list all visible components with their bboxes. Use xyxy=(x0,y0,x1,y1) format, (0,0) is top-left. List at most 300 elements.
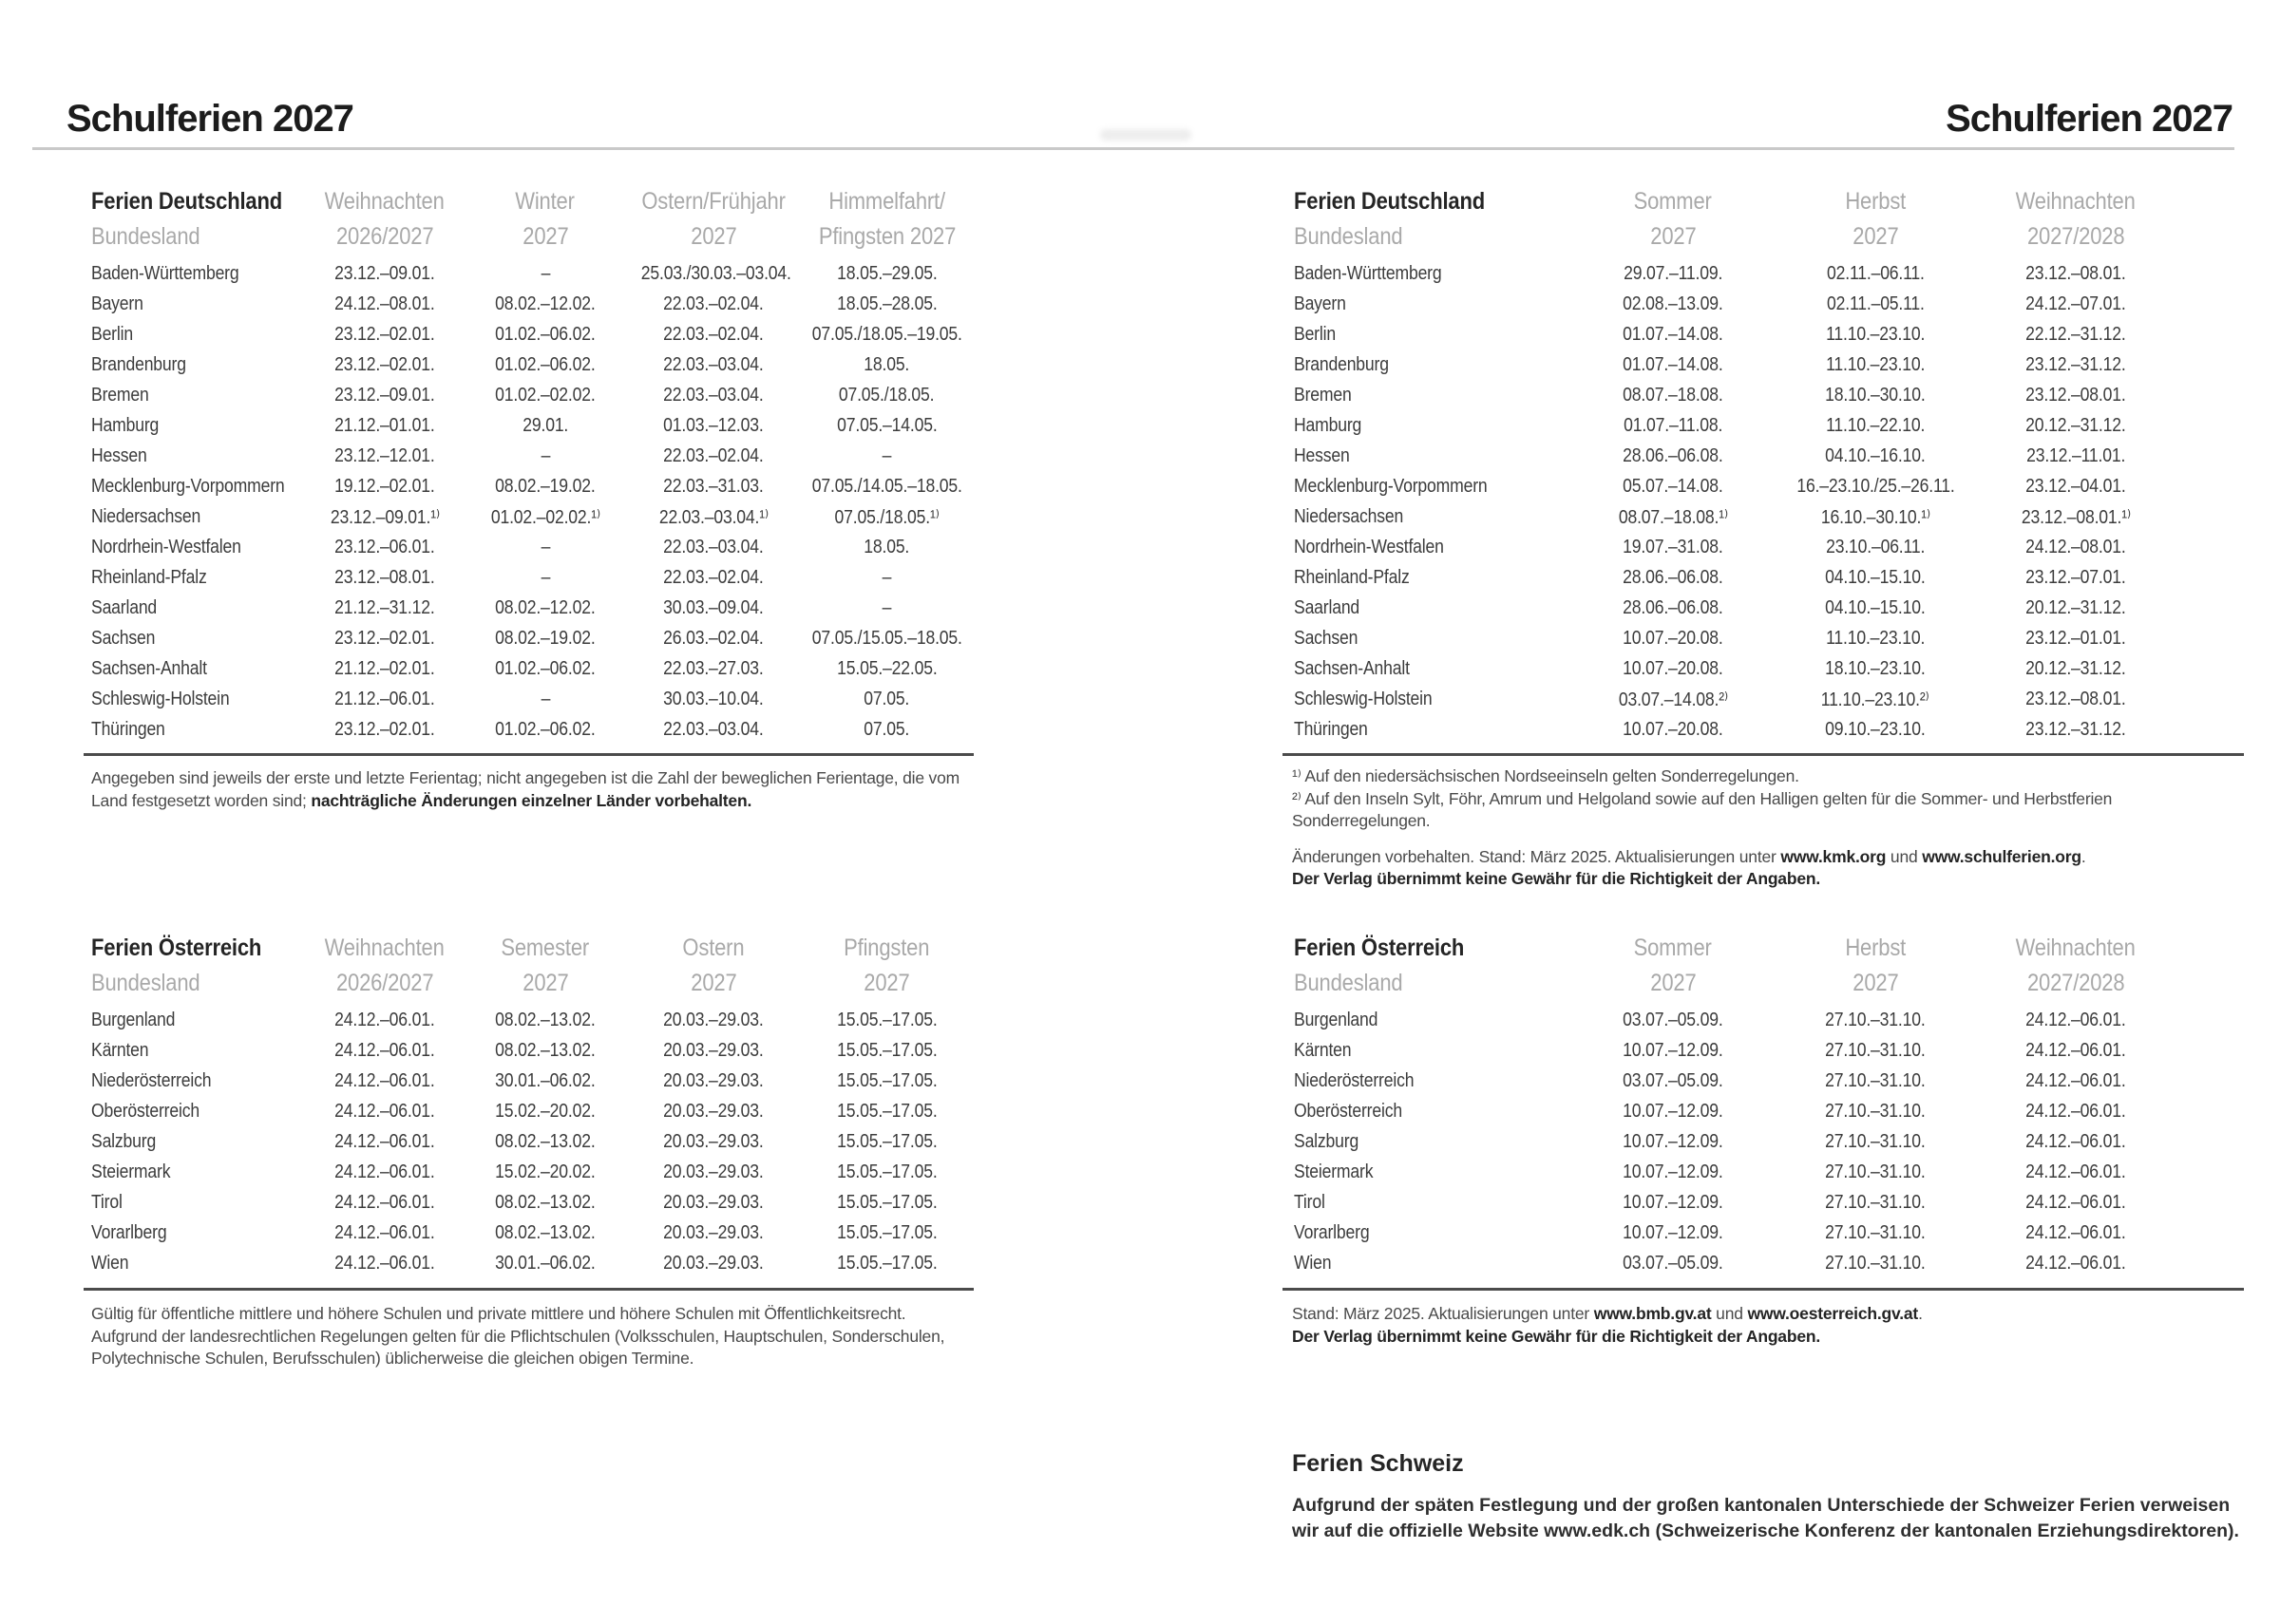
table-row xyxy=(1294,410,2177,441)
table-row xyxy=(91,289,978,319)
header-row xyxy=(1294,931,2177,1005)
date-range: 11.10.–23.10. xyxy=(1825,323,1926,345)
date-range: 11.10.–22.10. xyxy=(1825,414,1926,436)
date-range: – xyxy=(882,444,892,466)
date-range: 23.12.–02.01. xyxy=(334,323,435,345)
date-range: 02.11.–06.11. xyxy=(1826,262,1925,284)
state-name: Hessen xyxy=(91,444,147,466)
column-header: Pfingsten 2027 xyxy=(844,935,930,996)
table-row xyxy=(91,380,978,410)
date-range: 24.12.–06.01. xyxy=(2025,1130,2126,1152)
date-range: 15.05.–17.05. xyxy=(836,1161,938,1182)
scan-artifact xyxy=(1100,129,1191,141)
date-range: 15.05.–17.05. xyxy=(836,1039,938,1061)
date-range: 03.07.–05.09. xyxy=(1623,1069,1723,1091)
date-range: 07.05./18.05.¹⁾ xyxy=(834,506,940,528)
date-range: 27.10.–31.10. xyxy=(1825,1161,1926,1182)
date-range: 01.07.–14.08. xyxy=(1623,323,1723,345)
date-range: 18.10.–23.10. xyxy=(1825,657,1926,679)
date-range: 08.07.–18.08. xyxy=(1623,384,1723,406)
table-divider xyxy=(84,1288,974,1291)
table-row xyxy=(91,684,978,714)
table-row xyxy=(91,319,978,349)
date-range: 15.02.–20.02. xyxy=(495,1161,596,1182)
date-range: 23.12.–02.01. xyxy=(334,353,435,375)
table-subtitle: Bundesland xyxy=(1294,223,1403,250)
table-subtitle: Bundesland xyxy=(91,223,200,250)
table-title-cell xyxy=(1294,184,1569,258)
bold-text: www.bmb.gv.at xyxy=(1593,1304,1712,1323)
holiday-table xyxy=(1294,931,2177,1278)
table-row xyxy=(1294,532,2177,562)
table-row xyxy=(91,623,978,653)
bold-text: www.oesterreich.gv.at xyxy=(1747,1304,1919,1323)
date-range: 30.01.–06.02. xyxy=(495,1252,596,1274)
date-range: 23.12.–31.12. xyxy=(2025,718,2126,740)
text: ¹⁾ Auf den niedersächsischen Nordseeinseln gelten Sonderregelungen. xyxy=(1292,766,1799,785)
section-text xyxy=(1292,1493,2253,1544)
date-range: 24.12.–06.01. xyxy=(2025,1100,2126,1122)
date-range: 22.03.–27.03. xyxy=(663,657,764,679)
table-title: Ferien Österreich xyxy=(91,935,262,961)
bold-text: Der Verlag übernimmt keine Gewähr für die Richtigkeit der Angaben. xyxy=(1292,1326,1821,1346)
table-row xyxy=(91,258,978,289)
state-name: Hamburg xyxy=(1294,414,1362,436)
date-range: 23.12.–08.01. xyxy=(2025,384,2126,406)
state-name: Vorarlberg xyxy=(91,1221,167,1243)
date-range: 24.12.–06.01. xyxy=(2025,1039,2126,1061)
text: und xyxy=(1711,1304,1748,1323)
state-name: Niedersachsen xyxy=(1294,505,1404,527)
date-range: 07.05. xyxy=(864,688,910,709)
date-range: 15.05.–22.05. xyxy=(836,657,938,679)
state-name: Wien xyxy=(91,1252,129,1274)
header-row xyxy=(1294,184,2177,258)
date-range: 08.02.–19.02. xyxy=(495,475,596,497)
state-name: Steiermark xyxy=(91,1161,171,1182)
state-name: Burgenland xyxy=(1294,1009,1378,1030)
date-range: 04.10.–16.10. xyxy=(1825,444,1926,466)
date-range: 23.12.–08.01.¹⁾ xyxy=(2021,506,2131,528)
date-range: 24.12.–06.01. xyxy=(334,1009,435,1030)
state-name: Schleswig-Holstein xyxy=(91,688,230,709)
column-header: Weihnachten 2027/2028 xyxy=(2015,935,2137,996)
date-range: 11.10.–23.10.²⁾ xyxy=(1821,689,1929,710)
text: Änderungen vorbehalten. Stand: März 2025. Aktualisierungen unter xyxy=(1292,846,1781,866)
table-row xyxy=(91,441,978,471)
text: Stand: März 2025. Aktualisierungen unter xyxy=(1292,1304,1594,1323)
date-range: 02.08.–13.09. xyxy=(1623,293,1723,314)
state-name: Saarland xyxy=(91,596,158,618)
date-range: 18.10.–30.10. xyxy=(1825,384,1926,406)
date-range: 27.10.–31.10. xyxy=(1825,1191,1926,1213)
state-name: Oberösterreich xyxy=(1294,1100,1402,1122)
table-title-cell xyxy=(1294,931,1569,1005)
date-range: 01.02.–06.02. xyxy=(495,353,596,375)
date-range: 18.05.–28.05. xyxy=(836,293,938,314)
date-range: 23.12.–09.01. xyxy=(334,384,435,406)
state-name: Oberösterreich xyxy=(91,1100,200,1122)
date-range: 30.03.–09.04. xyxy=(663,596,764,618)
date-range: 30.01.–06.02. xyxy=(495,1069,596,1091)
table-row xyxy=(1294,653,2177,684)
date-range: 07.05./14.05.–18.05. xyxy=(811,475,962,497)
table-divider xyxy=(84,753,974,756)
date-range: 23.12.–08.01. xyxy=(2025,688,2126,709)
date-range: 16.–23.10./25.–26.11. xyxy=(1796,475,1955,497)
date-range: 03.07.–05.09. xyxy=(1623,1252,1723,1274)
table-row xyxy=(91,562,978,593)
state-name: Berlin xyxy=(91,323,133,345)
table-row xyxy=(1294,289,2177,319)
date-range: 27.10.–31.10. xyxy=(1825,1009,1926,1030)
date-range: 01.02.–02.02.¹⁾ xyxy=(490,506,600,528)
holiday-table xyxy=(1294,184,2177,745)
date-range: 27.10.–31.10. xyxy=(1825,1221,1926,1243)
date-range: 21.12.–02.01. xyxy=(334,657,435,679)
table-row xyxy=(91,1035,978,1066)
date-range: 03.07.–14.08.²⁾ xyxy=(1618,689,1728,710)
bold-text: nachträgliche Änderungen einzelner Länder vorbehalten. xyxy=(311,790,752,810)
date-range: 08.07.–18.08.¹⁾ xyxy=(1618,506,1728,528)
date-range: 23.12.–06.01. xyxy=(334,536,435,557)
table-row xyxy=(91,1187,978,1218)
date-range: – xyxy=(882,566,892,588)
date-range: 21.12.–06.01. xyxy=(334,688,435,709)
state-name: Burgenland xyxy=(91,1009,176,1030)
date-range: 25.03./30.03.–03.04. xyxy=(640,262,791,284)
state-name: Sachsen xyxy=(1294,627,1358,649)
state-name: Tirol xyxy=(1294,1191,1325,1213)
date-range: 10.07.–20.08. xyxy=(1623,718,1723,740)
table-row xyxy=(91,349,978,380)
date-range: 01.07.–14.08. xyxy=(1623,353,1723,375)
column-header: Weihnachten 2026/2027 xyxy=(324,935,446,996)
date-range: 10.07.–12.09. xyxy=(1623,1039,1723,1061)
table-row xyxy=(1294,1187,2177,1218)
state-name: Schleswig-Holstein xyxy=(1294,688,1433,709)
date-range: 22.03.–02.04. xyxy=(663,293,764,314)
date-range: 22.03.–03.04. xyxy=(663,353,764,375)
date-range: 24.12.–06.01. xyxy=(2025,1161,2126,1182)
state-name: Bayern xyxy=(91,293,143,314)
table-row xyxy=(1294,501,2177,532)
austria-footnote-left xyxy=(91,1303,977,1370)
date-range: 24.12.–06.01. xyxy=(334,1191,435,1213)
date-range: 15.02.–20.02. xyxy=(495,1100,596,1122)
table-row xyxy=(91,1248,978,1278)
state-name: Niederösterreich xyxy=(1294,1069,1415,1091)
date-range: 24.12.–06.01. xyxy=(334,1161,435,1182)
date-range: 10.07.–20.08. xyxy=(1623,627,1723,649)
table-row xyxy=(91,714,978,745)
table-title-cell xyxy=(91,184,310,258)
table-row xyxy=(91,593,978,623)
column-header: Winter 2027 xyxy=(515,188,576,250)
date-range: 22.03.–02.04. xyxy=(663,566,764,588)
date-range: 27.10.–31.10. xyxy=(1825,1100,1926,1122)
state-name: Brandenburg xyxy=(91,353,186,375)
footnote-text xyxy=(91,1303,977,1326)
date-range: 09.10.–23.10. xyxy=(1825,718,1926,740)
date-range: 07.05.–14.05. xyxy=(836,414,938,436)
date-range: 24.12.–08.01. xyxy=(2025,536,2126,557)
state-name: Bremen xyxy=(1294,384,1352,406)
austria-holidays-table-right xyxy=(1294,931,2177,1278)
state-name: Brandenburg xyxy=(1294,353,1389,375)
date-range: 08.02.–19.02. xyxy=(495,627,596,649)
footnote-text xyxy=(1292,765,2242,788)
bold-text: Aufgrund der späten Festlegung und der großen kantonalen Unterschiede der Schweizer Ferien verweisen wir auf die offizielle Website xyxy=(1292,1495,2231,1541)
state-name: Nordrhein-Westfalen xyxy=(91,536,241,557)
bold-text: (Schweizerische Konferenz der kantonalen Erziehungsdirektoren). xyxy=(1650,1520,2239,1541)
date-range: 20.03.–29.03. xyxy=(663,1130,764,1152)
state-name: Berlin xyxy=(1294,323,1336,345)
date-range: 08.02.–12.02. xyxy=(495,293,596,314)
column-header: Weihnachten 2027/2028 xyxy=(2015,188,2137,250)
table-row xyxy=(91,1218,978,1248)
date-range: 24.12.–06.01. xyxy=(2025,1191,2126,1213)
date-range: 08.02.–13.02. xyxy=(495,1191,596,1213)
table-row xyxy=(91,501,978,532)
table-row xyxy=(1294,441,2177,471)
date-range: 24.12.–06.01. xyxy=(334,1069,435,1091)
date-range: 22.03.–31.03. xyxy=(663,475,764,497)
date-range: 15.05.–17.05. xyxy=(836,1221,938,1243)
footnote-text xyxy=(1292,788,2242,833)
table-row xyxy=(1294,684,2177,714)
state-name: Rheinland-Pfalz xyxy=(1294,566,1410,588)
date-range: 22.03.–03.04. xyxy=(663,384,764,406)
text: . xyxy=(2080,846,2086,866)
date-range: – xyxy=(882,596,892,618)
date-range: 20.03.–29.03. xyxy=(663,1221,764,1243)
date-range: 23.12.–12.01. xyxy=(334,444,435,466)
date-range: 22.12.–31.12. xyxy=(2025,323,2126,345)
table-row xyxy=(1294,380,2177,410)
state-name: Tirol xyxy=(91,1191,123,1213)
date-range: 23.12.–09.01. xyxy=(334,262,435,284)
date-range: 20.03.–29.03. xyxy=(663,1191,764,1213)
date-range: 10.07.–12.09. xyxy=(1623,1100,1723,1122)
header-divider xyxy=(32,147,2234,150)
germany-holidays-table-left xyxy=(91,184,978,745)
date-range: 24.12.–06.01. xyxy=(2025,1009,2126,1030)
date-range: 10.07.–12.09. xyxy=(1623,1191,1723,1213)
table-row xyxy=(91,471,978,501)
column-header: Semester 2027 xyxy=(501,935,590,996)
footnote-text xyxy=(1292,846,2242,869)
date-range: 24.12.–06.01. xyxy=(334,1252,435,1274)
date-range: 15.05.–17.05. xyxy=(836,1100,938,1122)
date-range: 23.12.–09.01.¹⁾ xyxy=(330,506,440,528)
germany-footnote-right xyxy=(1292,765,2242,891)
date-range: 27.10.–31.10. xyxy=(1825,1130,1926,1152)
date-range: 20.03.–29.03. xyxy=(663,1039,764,1061)
date-range: 24.12.–06.01. xyxy=(334,1221,435,1243)
column-header: Ostern 2027 xyxy=(682,935,745,996)
date-range: 11.10.–23.10. xyxy=(1825,627,1926,649)
holiday-table xyxy=(91,184,978,745)
date-range: 28.06.–06.08. xyxy=(1623,444,1723,466)
bold-text: www.kmk.org xyxy=(1780,846,1887,866)
column-header: Sommer 2027 xyxy=(1633,935,1713,996)
date-range: 24.12.–06.01. xyxy=(2025,1069,2126,1091)
table-row xyxy=(1294,714,2177,745)
state-name: Kärnten xyxy=(1294,1039,1352,1061)
text: ²⁾ Auf den Inseln Sylt, Föhr, Amrum und Helgoland sowie auf den Halligen gelten für die Sommer- und Herbstferien Sonderregelungen. xyxy=(1292,788,2113,830)
date-range: 15.05.–17.05. xyxy=(836,1252,938,1274)
table-subtitle: Bundesland xyxy=(91,970,200,996)
date-range: 08.02.–13.02. xyxy=(495,1039,596,1061)
table-row xyxy=(1294,1096,2177,1126)
table-row xyxy=(1294,1126,2177,1157)
table-row xyxy=(91,1126,978,1157)
date-range: – xyxy=(541,688,550,709)
bold-text: www.schulferien.org xyxy=(1922,846,2081,866)
date-range: 08.02.–13.02. xyxy=(495,1009,596,1030)
state-name: Niedersachsen xyxy=(91,505,201,527)
table-divider xyxy=(1282,1288,2244,1291)
date-range: 27.10.–31.10. xyxy=(1825,1252,1926,1274)
date-range: 24.12.–06.01. xyxy=(334,1100,435,1122)
column-header: Ostern/Frühjahr 2027 xyxy=(641,188,786,250)
date-range: 28.06.–06.08. xyxy=(1623,596,1723,618)
state-name: Saarland xyxy=(1294,596,1360,618)
date-range: 26.03.–02.04. xyxy=(663,627,764,649)
date-range: 24.12.–07.01. xyxy=(2025,293,2126,314)
table-row xyxy=(1294,349,2177,380)
germany-holidays-table-right xyxy=(1294,184,2177,745)
date-range: 01.02.–06.02. xyxy=(495,657,596,679)
date-range: 20.12.–31.12. xyxy=(2025,657,2126,679)
footnote-text xyxy=(1292,868,2242,891)
date-range: – xyxy=(541,262,550,284)
table-row xyxy=(1294,1218,2177,1248)
date-range: 18.05.–29.05. xyxy=(836,262,938,284)
date-range: 27.10.–31.10. xyxy=(1825,1039,1926,1061)
state-name: Rheinland-Pfalz xyxy=(91,566,207,588)
footnote-text xyxy=(91,1326,977,1370)
date-range: 03.07.–05.09. xyxy=(1623,1009,1723,1030)
date-range: 28.06.–06.08. xyxy=(1623,566,1723,588)
date-range: 23.12.–08.01. xyxy=(334,566,435,588)
date-range: 23.12.–11.01. xyxy=(2025,444,2126,466)
date-range: 19.12.–02.01. xyxy=(334,475,435,497)
section-title: Ferien Schweiz xyxy=(1292,1450,1464,1477)
table-row xyxy=(1294,1035,2177,1066)
austria-footnote-right xyxy=(1292,1303,2242,1348)
date-range: 15.05.–17.05. xyxy=(836,1009,938,1030)
date-range: 20.03.–29.03. xyxy=(663,1069,764,1091)
date-range: 29.01. xyxy=(522,414,568,436)
date-range: – xyxy=(541,536,550,557)
table-row xyxy=(91,1005,978,1035)
date-range: 11.10.–23.10. xyxy=(1825,353,1926,375)
table-title-cell xyxy=(91,931,310,1005)
table-row xyxy=(1294,258,2177,289)
footnote-text xyxy=(1292,1303,2242,1326)
date-range: 16.10.–30.10.¹⁾ xyxy=(1820,506,1930,528)
date-range: 23.12.–01.01. xyxy=(2025,627,2126,649)
austria-holidays-table-left xyxy=(91,931,978,1278)
date-range: 20.03.–29.03. xyxy=(663,1100,764,1122)
table-row xyxy=(1294,1005,2177,1035)
column-header: Weihnachten 2026/2027 xyxy=(324,188,446,250)
state-name: Mecklenburg-Vorpommern xyxy=(1294,475,1488,497)
date-range: 20.03.–29.03. xyxy=(663,1009,764,1030)
date-range: 23.12.–07.01. xyxy=(2025,566,2126,588)
date-range: 22.03.–02.04. xyxy=(663,444,764,466)
date-range: 24.12.–08.01. xyxy=(334,293,435,314)
page-title-right: Schulferien 2027 xyxy=(1946,98,2232,140)
table-row xyxy=(91,1096,978,1126)
table-row xyxy=(1294,471,2177,501)
date-range: 08.02.–13.02. xyxy=(495,1130,596,1152)
date-range: 01.02.–06.02. xyxy=(495,323,596,345)
date-range: 20.03.–29.03. xyxy=(663,1161,764,1182)
date-range: 19.07.–31.08. xyxy=(1623,536,1723,557)
state-name: Steiermark xyxy=(1294,1161,1374,1182)
text: . xyxy=(1918,1304,1923,1323)
date-range: 24.12.–06.01. xyxy=(2025,1221,2126,1243)
table-row xyxy=(1294,1157,2177,1187)
date-range: 10.07.–12.09. xyxy=(1623,1161,1723,1182)
date-range: 15.05.–17.05. xyxy=(836,1069,938,1091)
date-range: 18.05. xyxy=(864,353,910,375)
state-name: Sachsen xyxy=(91,627,156,649)
date-range: 21.12.–01.01. xyxy=(334,414,435,436)
column-header: Herbst 2027 xyxy=(1845,188,1906,250)
footnote-text xyxy=(91,767,977,812)
date-range: 23.12.–08.01. xyxy=(2025,262,2126,284)
table-row xyxy=(91,653,978,684)
state-name: Mecklenburg-Vorpommern xyxy=(91,475,285,497)
bold-text: Der Verlag übernimmt keine Gewähr für die Richtigkeit der Angaben. xyxy=(1292,869,1821,888)
date-range: 04.10.–15.10. xyxy=(1825,566,1926,588)
date-range: 24.12.–06.01. xyxy=(2025,1252,2126,1274)
state-name: Baden-Württemberg xyxy=(91,262,239,284)
date-range: 10.07.–12.09. xyxy=(1623,1130,1723,1152)
date-range: 18.05. xyxy=(864,536,910,557)
column-header: Herbst 2027 xyxy=(1845,935,1906,996)
date-range: 01.07.–11.08. xyxy=(1623,414,1723,436)
date-range: 08.02.–12.02. xyxy=(495,596,596,618)
page-title-left: Schulferien 2027 xyxy=(66,98,353,140)
header-row xyxy=(91,184,978,258)
table-subtitle: Bundesland xyxy=(1294,970,1403,996)
text: und xyxy=(1886,846,1923,866)
date-range: 10.07.–12.09. xyxy=(1623,1221,1723,1243)
date-range: 20.12.–31.12. xyxy=(2025,414,2126,436)
table-row xyxy=(91,410,978,441)
date-range: 22.03.–02.04. xyxy=(663,323,764,345)
table-row xyxy=(1294,593,2177,623)
date-range: 24.12.–06.01. xyxy=(334,1130,435,1152)
state-name: Baden-Württemberg xyxy=(1294,262,1442,284)
bold-text: www.edk.ch xyxy=(1544,1520,1651,1541)
table-row xyxy=(1294,319,2177,349)
date-range: – xyxy=(541,444,550,466)
table-title: Ferien Österreich xyxy=(1294,935,1465,961)
date-range: 29.07.–11.09. xyxy=(1623,262,1723,284)
date-range: 22.03.–03.04. xyxy=(663,536,764,557)
state-name: Sachsen-Anhalt xyxy=(1294,657,1410,679)
date-range: 02.11.–05.11. xyxy=(1826,293,1925,314)
state-name: Hessen xyxy=(1294,444,1350,466)
date-range: 05.07.–14.08. xyxy=(1623,475,1723,497)
state-name: Wien xyxy=(1294,1252,1332,1274)
